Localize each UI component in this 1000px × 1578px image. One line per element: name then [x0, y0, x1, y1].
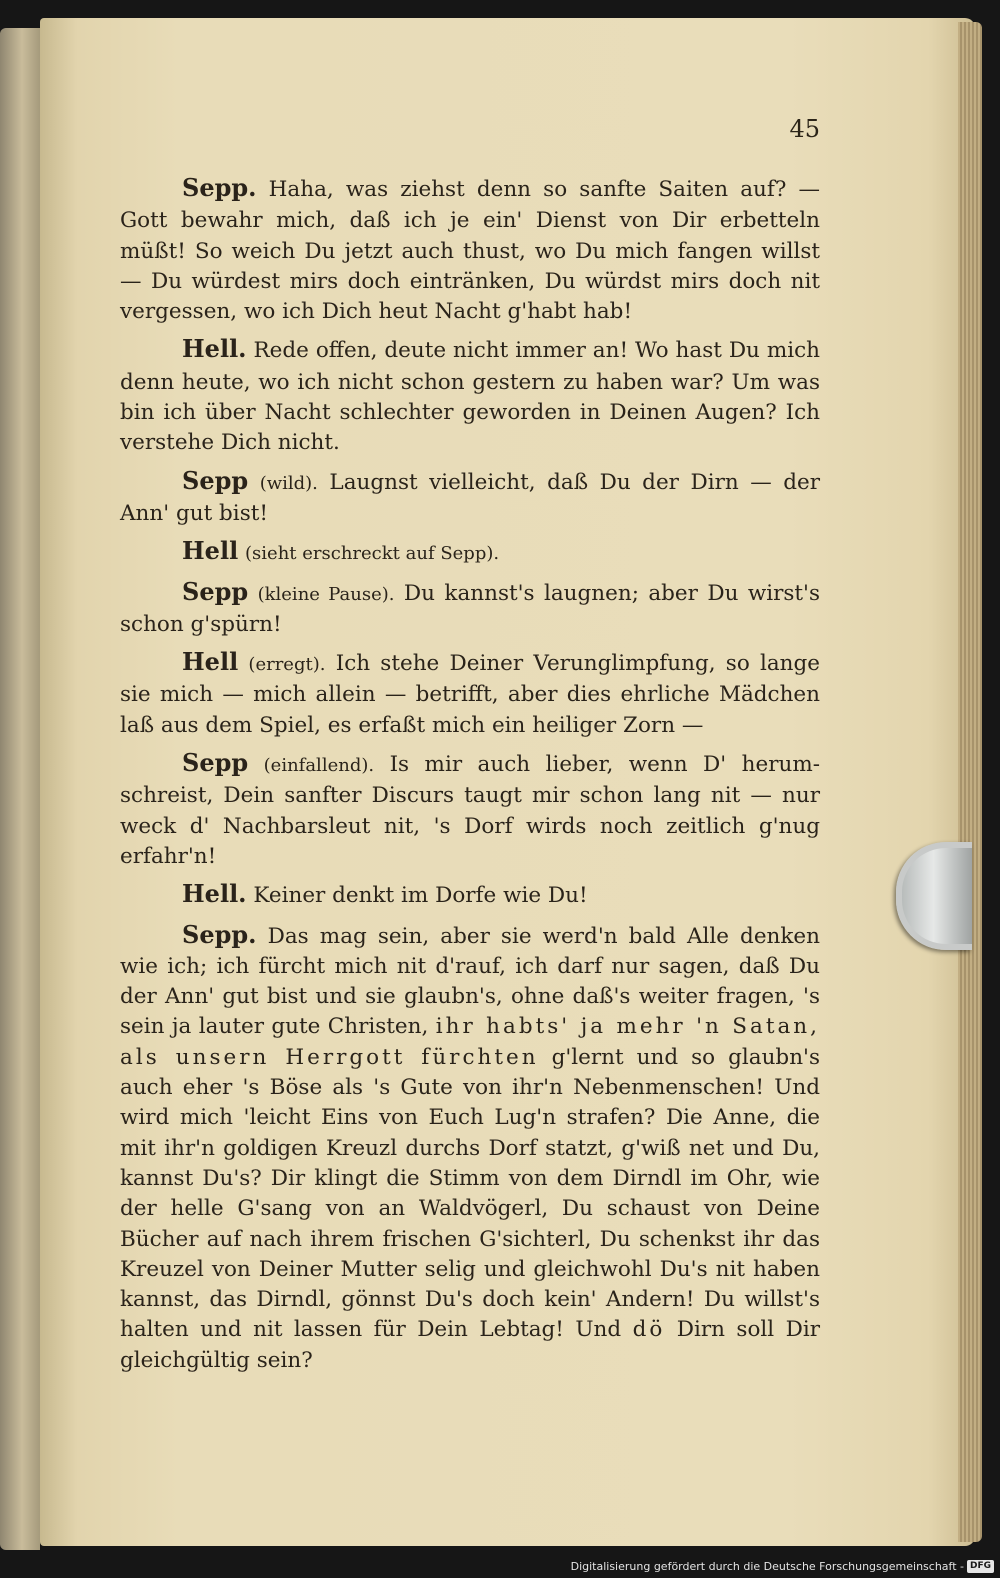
speaker-name: Hell. — [182, 334, 247, 364]
dialogue-text: Ich stehe Deiner Verunglimpfung, so lange sie mich — mich allein — betrifft, aber dies ehrliche Mädchen laß aus dem Spiel, es erfaßt mich ein heiliger Zorn — — [120, 651, 821, 738]
speaker-name: Sepp — [182, 748, 249, 778]
credit-text: Digitalisierung gefördert durch die Deutsche Forschungsgemeinschaft - — [570, 1560, 964, 1573]
dfg-logo-icon: DFG — [967, 1560, 994, 1573]
dialogue-paragraph — [120, 879, 820, 912]
dialogue-paragraph — [120, 334, 820, 458]
page-stack-edge — [958, 22, 982, 1542]
dialogue-text: Das mag sein, aber sie werd'n bald Alle denken wie ich; ich fürcht mich nit d'rauf, ich darf nur sagen, daß Du der Ann' gut bist und sie glaubn's, ohne daß's weiter fragen, 's sein ja lauter gute Christen, — [120, 923, 820, 1040]
dialogue-text: Du kannst's laugnen; aber Du wirst's schon g'spürn! — [120, 580, 821, 637]
page-number: 45 — [789, 115, 820, 143]
dialogue-paragraph — [120, 466, 820, 530]
dialogue-text: Haha, was ziehst denn so sanfte Saiten auf? — Gott bewahr mich, daß ich je ein' Dienst von Dir erbetteln müßt! So weich Du jetzt auch thust, wo Du mich fangen willst — Du würdest mirs doch eintränken, Du würdst mirs doch nit vergessen, wo ich Dich heut Nacht g'habt hab! — [120, 177, 820, 325]
dialogue-paragraph — [120, 536, 820, 569]
dialogue-paragraph-last — [120, 920, 820, 1376]
stage-direction: (erregt). — [248, 654, 326, 676]
body-text — [120, 173, 820, 1383]
dialogue-text: Is mir auch lieber, wenn D' herumschreist, Dein sanfter Discurs taugt mir schon lang nit — nur weck d' Nachbarsleut nit, 's Dorf wirds noch zeitlich g'nug erfahr'n! — [120, 752, 820, 869]
emphasized-text: dö — [632, 1317, 666, 1343]
dialogue-paragraph — [120, 173, 820, 327]
stage-direction: (wild). — [259, 472, 318, 494]
dialogue-paragraph — [120, 748, 820, 872]
dialogue-paragraph — [120, 577, 820, 641]
emphasized-text: ihr habts' ja mehr 'n Satan, als unsern Herrgott fürchten — [120, 1014, 820, 1070]
speaker-name: Sepp. — [182, 919, 257, 949]
speaker-name: Hell — [182, 647, 239, 677]
speaker-name: Sepp — [182, 465, 249, 495]
dialogue-text: Keiner denkt im Dorfe wie Du! — [253, 883, 588, 909]
stage-direction: (sieht erschreckt auf Sepp). — [245, 543, 500, 565]
previous-page-edge — [0, 28, 40, 1550]
dialogue-text: g'lernt und so glaubn's auch eher 's Böse als 's Gute von ihr'n Nebenmenschen! Und wird mich 'leicht Eins von Euch Lug'n strafen? Die Anne, die mit ihr'n goldigen Kreuzl durchs Dorf statzt, g'wiß net und Du, kannst Du's? Dir klingt die Stimm von dem Dirndl im Ohr, wie der helle G'sang von an Waldvögerl, Du schaust von Deine Bücher auf nach ihrem frischen G'sichterl, Du schenkst ihr das Kreuzel von Deiner Mutter selig und gleichwohl Du's nit haben kannst, das Dirndl, gönnst Du's doch kein' Andern! Du willst's halten und nit lassen für Dein Lebtag! Und — [120, 1044, 820, 1343]
speaker-name: Hell. — [182, 879, 247, 909]
dialogue-paragraph — [120, 647, 820, 741]
dialogue-text: Laugnst vielleicht, daß Du der Dirn — der Ann' gut bist! — [120, 469, 820, 526]
speaker-name: Hell — [182, 536, 239, 566]
dialogue-text: Dirn soll Dir gleichgültig sein? — [120, 1317, 820, 1373]
digitization-credit — [571, 1560, 994, 1573]
stage-direction: (einfallend). — [263, 755, 375, 777]
dialogue-text: Rede offen, deute nicht immer an! Wo hast Du mich denn heute, wo ich nicht schon gestern zu haben war? Um was bin ich über Nacht schlechter geworden in Deinen Augen? Ich verstehe Dich nicht. — [120, 338, 820, 456]
speaker-name: Sepp. — [182, 173, 257, 202]
stage-direction: (kleine Pause). — [257, 583, 395, 605]
speaker-name: Sepp — [182, 576, 249, 606]
